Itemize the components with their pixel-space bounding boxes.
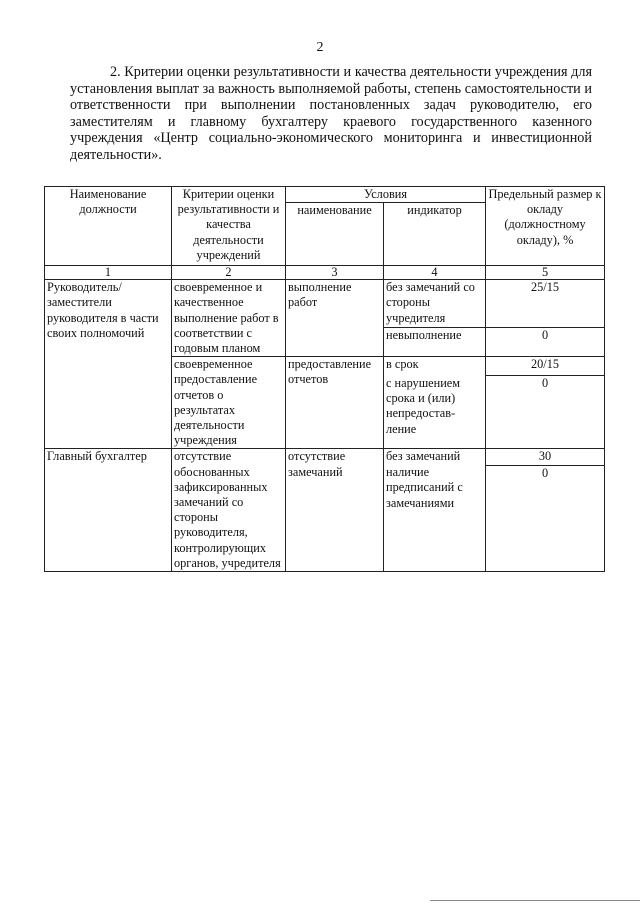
condition-cell: предоставление отчетов [286, 357, 384, 449]
column-number: 3 [286, 266, 384, 280]
header-position: Наименование должности [45, 187, 172, 266]
bottom-divider [430, 900, 640, 901]
criterion-cell: своевременное и качественное выполнение работ в соответствии с годовым планом [172, 280, 286, 357]
criterion-cell: своевременное предоставление отчетов о результатах деятельности учреждения [172, 357, 286, 449]
page-number: 2 [316, 40, 324, 55]
indicator-cell: без замечаний [384, 449, 486, 465]
column-number: 4 [384, 266, 486, 280]
table-row [45, 280, 605, 327]
column-number: 2 [172, 266, 286, 280]
value-cell: 30 [486, 449, 605, 465]
condition-cell: выполнение работ [286, 280, 384, 357]
value-cell: 0 [486, 327, 605, 357]
criteria-table [44, 186, 605, 572]
header-limit: Предельный размер к окладу (должностному окладу), % [486, 187, 605, 266]
value-cell: 0 [486, 465, 605, 572]
column-number: 1 [45, 266, 172, 280]
condition-cell: отсутствие замечаний [286, 449, 384, 572]
intro-paragraph [70, 64, 592, 164]
indicator-cell: с нарушением срока и (или) непредостав-ление [384, 376, 486, 449]
indicator-cell: в срок [384, 357, 486, 376]
indicator-cell: без замечаний со стороны учредителя [384, 280, 486, 327]
table-row [45, 449, 605, 465]
position-cell: Руководитель/ заместители руководителя в части своих полномочий [45, 280, 172, 449]
position-cell: Главный бухгалтер [45, 449, 172, 572]
header-condition-indicator: индикатор [384, 203, 486, 266]
value-cell: 25/15 [486, 280, 605, 327]
criterion-cell: отсутствие обоснованных зафиксированных замечаний со стороны руководителя, контролирующих органов, учредителя [172, 449, 286, 572]
header-condition-name: наименование [286, 203, 384, 266]
value-cell: 20/15 [486, 357, 605, 376]
indicator-cell: невыполнение [384, 327, 486, 357]
indicator-cell: наличие предписаний с замечаниями [384, 465, 486, 572]
table-header-row [45, 187, 605, 203]
header-criteria: Критерии оценки результативности и качества деятельности учреждений [172, 187, 286, 266]
column-numbers-row [45, 266, 605, 280]
header-conditions: Условия [286, 187, 486, 203]
value-cell: 0 [486, 376, 605, 449]
column-number: 5 [486, 266, 605, 280]
intro-text: 2. Критерии оценки результативности и качества деятельности учреждения для установления выплат за важность выполняемой работы, степень самостоятельности и ответственности при выполнении постановленных задач руководителю, его заместителям и главному бухгалтеру краевого государственного казенного учреждения «Центр социально-экономического мониторинга и инвестиционной деятельности». [70, 64, 592, 163]
